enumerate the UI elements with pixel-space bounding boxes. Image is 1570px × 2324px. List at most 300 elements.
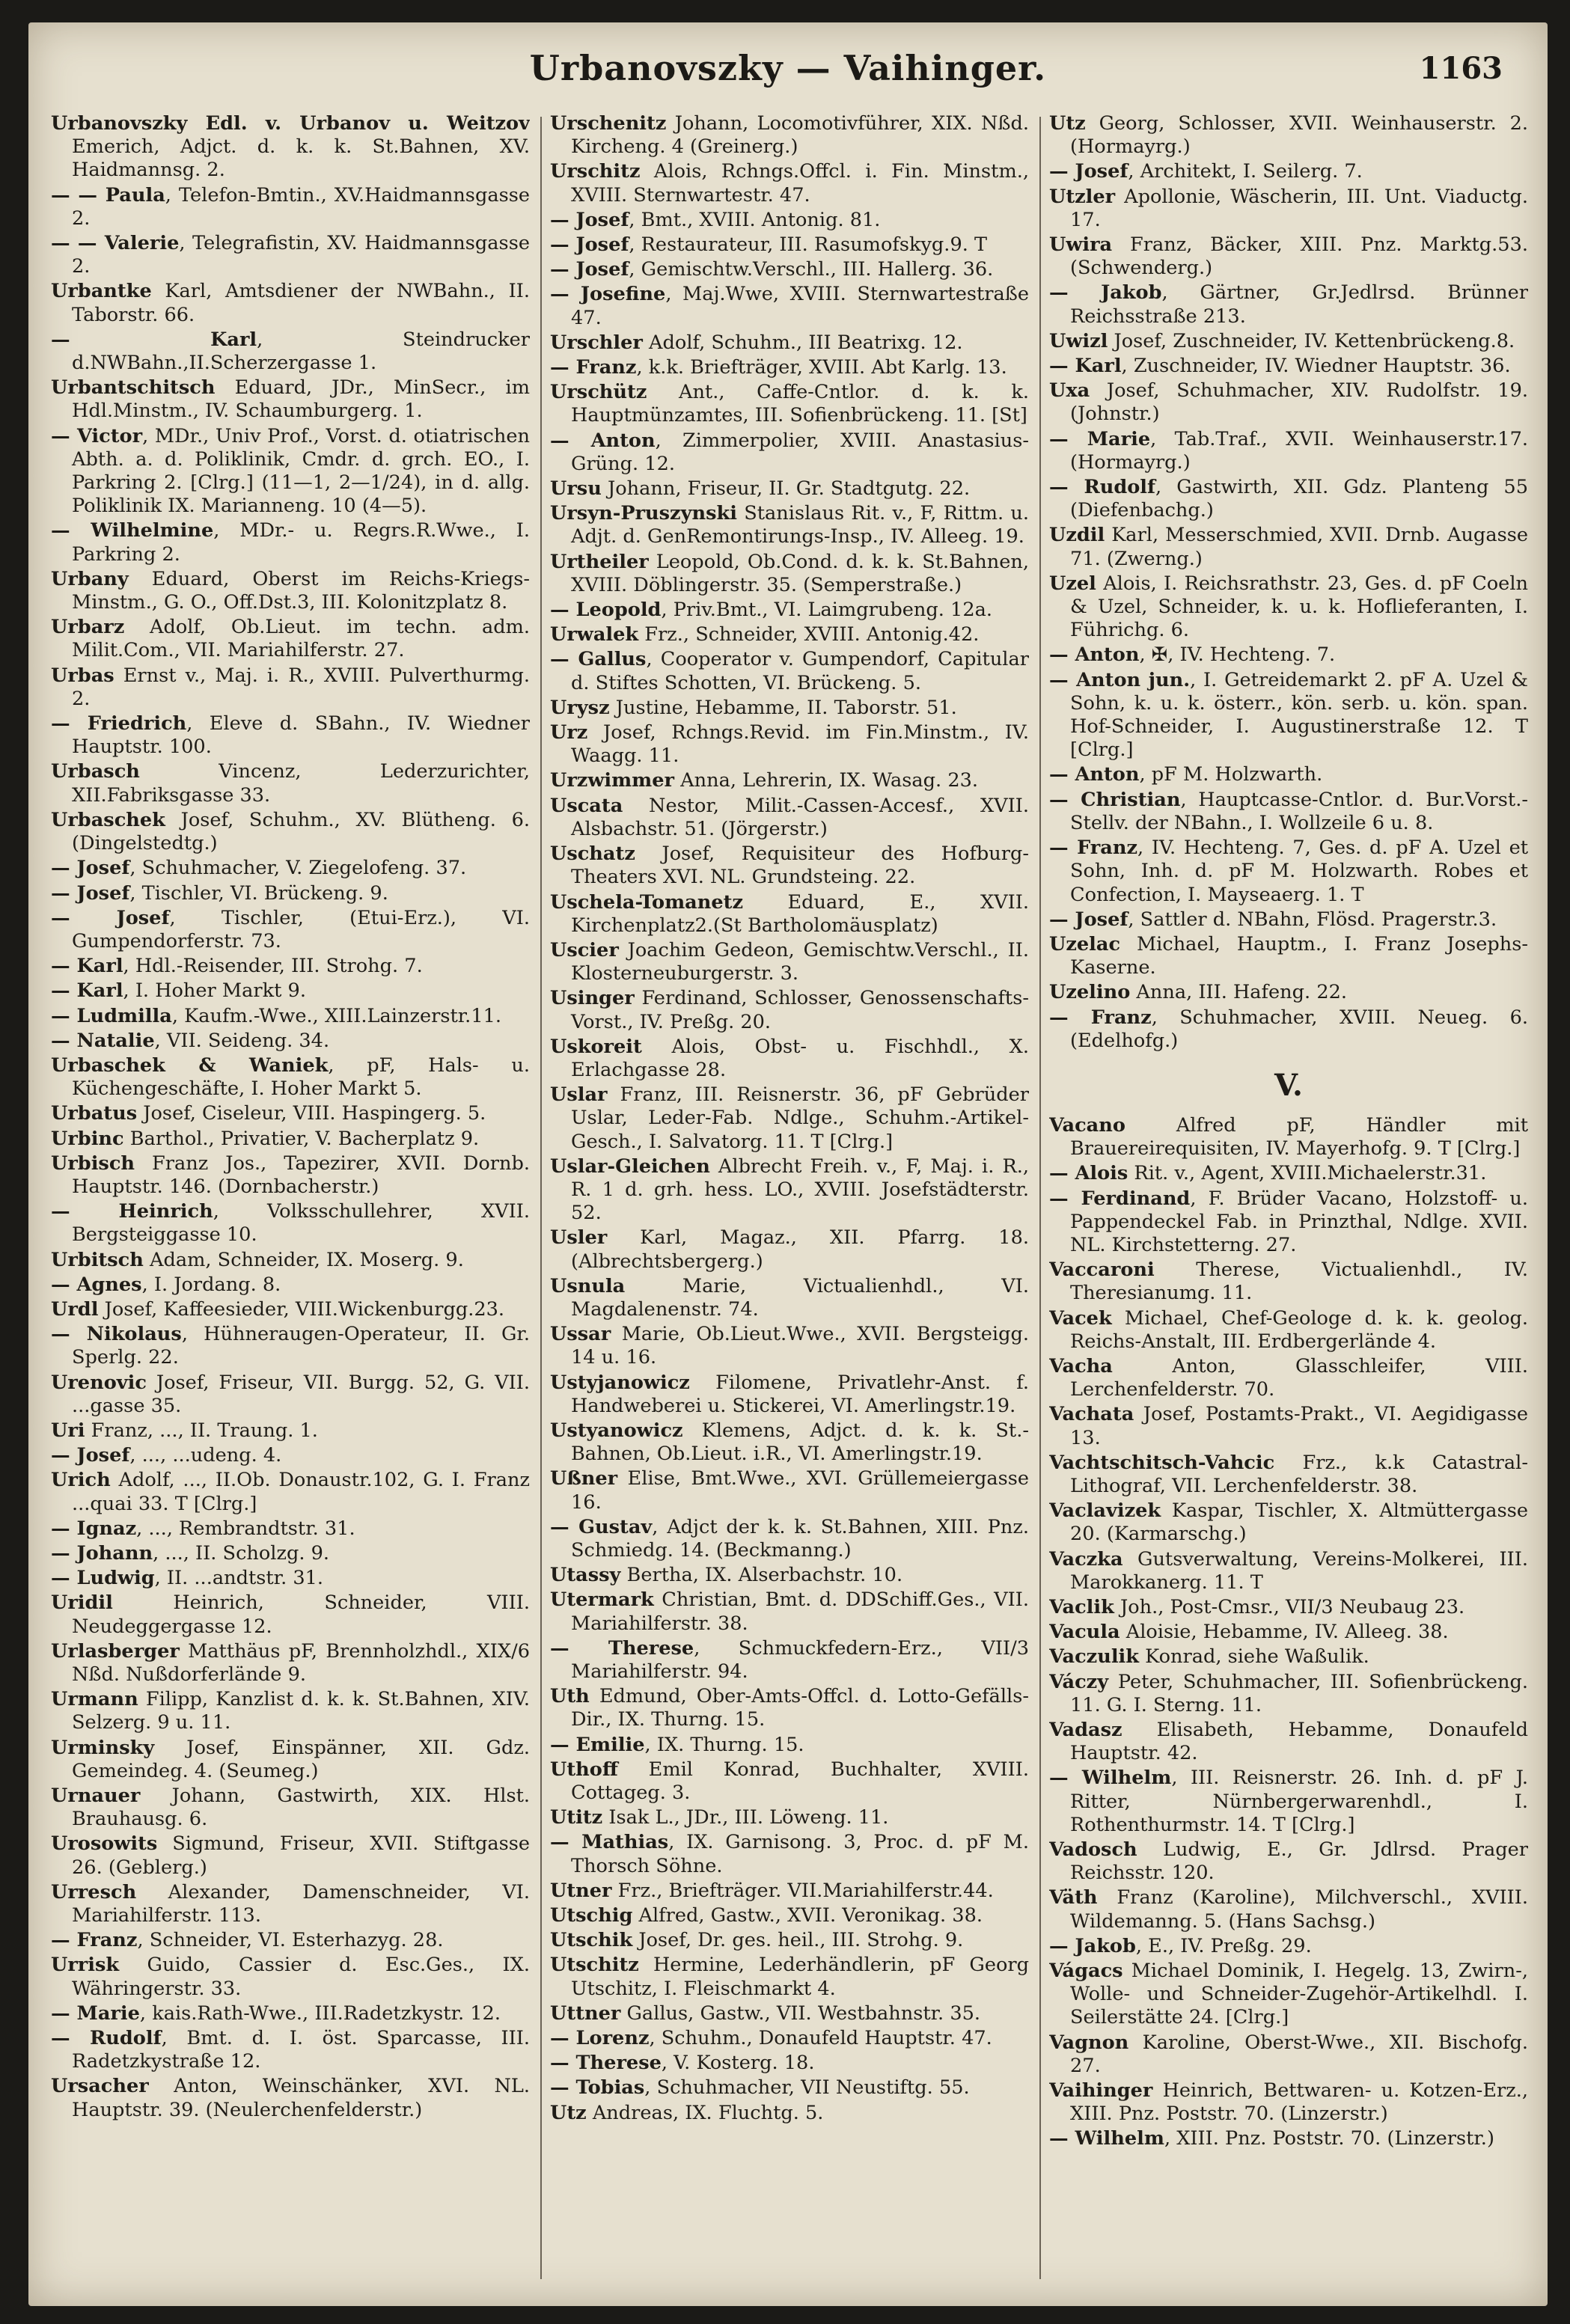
entry-details: , pF M. Holzwarth. (1139, 763, 1323, 786)
directory-entry (550, 1904, 1029, 1927)
entry-surname: — Marie (1049, 427, 1151, 450)
entry-surname: Urrisk (51, 1954, 120, 1977)
directory-entry (51, 1372, 530, 1418)
entry-details: , Schuhmacher, V. Ziegelofeng. 37. (129, 857, 467, 880)
directory-entry (51, 1249, 530, 1272)
entry-surname: Uttner (550, 2002, 621, 2025)
entry-details: Eduard, Oberst im Reichs-Kriegs-Minstm., G. O., Off.Dst.3, III. Kolonitzplatz 8. (72, 567, 530, 614)
entry-details: , Schmuckfedern-Erz., VII/3 Mariahilferstr. 94. (571, 1636, 1029, 1683)
entry-surname: Urnauer (51, 1785, 141, 1808)
entry-surname: Vaclik (1049, 1595, 1114, 1618)
entry-surname: Urbinc (51, 1127, 124, 1150)
directory-entry (550, 331, 1029, 355)
entry-details: , Schuhmacher, VII Neustiftg. 55. (644, 2076, 970, 2100)
column-divider (1039, 117, 1041, 2279)
page-number: 1163 (1419, 51, 1503, 86)
entry-details: Adolf, ..., II.Ob. Donaustr.102, G. I. Franz ...quai 33. T [Clrg.] (72, 1469, 530, 1515)
directory-entry (1049, 669, 1528, 762)
entry-surname: Utz (550, 2101, 587, 2124)
directory-entry (550, 1275, 1029, 1321)
directory-entry (550, 1758, 1029, 1805)
entry-details: Franz, Bäcker, XIII. Pnz. Marktg.53. (Schwenderg.) (1070, 233, 1528, 280)
entry-surname: Vaczka (1049, 1547, 1123, 1571)
directory-entry (51, 328, 530, 375)
entry-details: , Bmt., XVIII. Antonig. 81. (629, 208, 881, 231)
directory-entry (550, 1880, 1029, 1903)
directory-entry (1049, 233, 1528, 280)
directory-entry (550, 2052, 1029, 2075)
entry-surname: Uzelac (1049, 932, 1121, 955)
directory-entry (550, 1467, 1029, 1514)
entry-details: Marie, Victualienhdl., VI. Magdalenenstr. 74. (571, 1274, 1029, 1321)
entry-details: Josef, Rchngs.Revid. im Fin.Minstm., IV. Waagg. 11. (571, 721, 1029, 768)
directory-entry (1049, 355, 1528, 378)
directory-entry (51, 1832, 530, 1879)
entry-surname: Utschig (550, 1904, 633, 1927)
entry-surname: Urtheiler (550, 550, 649, 573)
entry-surname: — Therese (550, 1636, 694, 1660)
entry-surname: — Wilhelm (1049, 2127, 1164, 2150)
entry-details: , Schuhmacher, XVIII. Neueg. 6. (Edelhofg.) (1070, 1006, 1528, 1052)
entry-details: , F. Brüder Vacano, Holzstoff- u. Pappendeckel Fab. in Prinzthal, Ndlge. XVII. NL. Kirchstetterng. 27. (1070, 1187, 1528, 1256)
entry-details: Rit. v., Agent, XVIII.Michaelerstr.31. (1128, 1162, 1487, 1185)
entry-surname: — Karl (1049, 355, 1122, 378)
entry-surname: Urschitz (550, 160, 641, 183)
entry-details: Frz., Schneider, XVIII. Antonig.42. (638, 623, 980, 646)
directory-entry (550, 939, 1029, 985)
entry-details: Ludwig, E., Gr. Jdlrsd. Prager Reichsstr. 120. (1070, 1838, 1528, 1885)
entry-details: Joachim Gedeon, Gemischtw.Verschl., II. Klosterneuburgerstr. 3. (571, 938, 1029, 985)
directory-page (28, 22, 1548, 2306)
entry-surname: Utassy (550, 1564, 621, 1587)
entry-surname: Uscata (550, 794, 623, 817)
directory-entry (1049, 1767, 1528, 1837)
entry-details: Peter, Schuhmacher, III. Sofienbrückeng. 11. G. I. Sterng. 11. (1070, 1670, 1528, 1716)
entry-surname: Urzwimmer (550, 769, 675, 792)
entry-details: Emil Konrad, Buchhalter, XVIII. Cottageg. 3. (571, 1758, 1029, 1805)
entry-details: Alois, Obst- u. Fischhdl., X. Erlachgasse 28. (571, 1035, 1029, 1081)
directory-entry (1049, 981, 1528, 1004)
entry-details: , V. Kosterg. 18. (661, 2052, 815, 2075)
entry-details: Filomene, Privatlehr-Anst. f. Handweberei u. Stickerei, VI. Amerlingstr.19. (571, 1371, 1029, 1417)
directory-entry (1049, 933, 1528, 979)
entry-surname: Uslar-Gleichen (550, 1155, 710, 1178)
entry-surname: Urz (550, 721, 588, 744)
entry-details: Konrad, siehe Waßulik. (1139, 1645, 1369, 1669)
directory-entry (1049, 2079, 1528, 2126)
entry-surname: Vacha (1049, 1354, 1113, 1377)
entry-surname: — Wilhelm (1049, 1767, 1172, 1790)
entry-details: , Zuschneider, IV. Wiedner Hauptstr. 36. (1121, 355, 1511, 378)
directory-entry (51, 425, 530, 519)
entry-details: Johann, Friseur, II. Gr. Stadtgutg. 22. (601, 477, 971, 501)
directory-entry (51, 616, 530, 662)
entry-surname: Utschitz (550, 1954, 639, 1977)
directory-entry (1049, 2127, 1528, 2150)
entry-details: Albrecht Freih. v., F, Maj. i. R., R. 1 d. grh. hess. LO., XVIII. Josefstädterstr. 52. (571, 1155, 1029, 1225)
entry-details: Frz., Briefträger. VII.Mariahilferstr.44. (611, 1879, 994, 1902)
entry-details: , ..., Rembrandtstr. 31. (136, 1517, 355, 1540)
directory-entry (550, 795, 1029, 841)
entry-surname: Urlasberger (51, 1639, 180, 1663)
entry-surname: — Rudolf (1049, 476, 1156, 499)
directory-entry (51, 1273, 530, 1297)
entry-surname: Vacano (1049, 1113, 1125, 1137)
entry-details: Stanislaus Rit. v., F, Rittm. u. Adjt. d. GenRemontirungs-Insp., IV. Alleeg. 19. (571, 502, 1029, 548)
entry-surname: Uthoff (550, 1758, 618, 1781)
directory-entry (1049, 428, 1528, 474)
entry-details: , II. ...andtstr. 31. (154, 1567, 324, 1590)
entry-surname: Uzdil (1049, 524, 1105, 547)
entry-surname: Utitz (550, 1806, 603, 1829)
entry-surname: Urminsky (51, 1736, 155, 1759)
entry-surname: Uth (550, 1685, 590, 1708)
entry-surname: Uskoreit (550, 1035, 642, 1058)
column-2 (550, 112, 1029, 2290)
directory-entry (550, 1637, 1029, 1684)
entry-details: , k.k. Briefträger, XVIII. Abt Karlg. 13. (636, 356, 1007, 379)
directory-entry (550, 1831, 1029, 1877)
entry-surname: Uslar (550, 1083, 608, 1107)
entry-surname: — Marie (51, 2002, 140, 2025)
entry-details: , Restaurateur, III. Rasumofskyg.9. T (629, 233, 988, 257)
entry-details: , ..., II. Scholzg. 9. (153, 1541, 330, 1565)
entry-surname: — Ferdinand (1049, 1187, 1191, 1210)
directory-entry (51, 955, 530, 978)
entry-surname: Ursacher (51, 2075, 149, 2098)
directory-entry (51, 1200, 530, 1247)
directory-entry (51, 1567, 530, 1590)
entry-surname: Utzler (1049, 185, 1116, 208)
directory-entry (550, 987, 1029, 1033)
entry-details: , Priv.Bmt., VI. Laimgrubeng. 12a. (661, 599, 992, 622)
entry-surname: — Karl (51, 328, 257, 351)
entry-details: , Tab.Traf., XVII. Weinhauserstr.17. (Hormayrg.) (1070, 427, 1528, 474)
page-title: Urbanovszky — Vaihinger. (529, 48, 1047, 88)
directory-entry (51, 112, 530, 183)
directory-entry (51, 1030, 530, 1053)
entry-details: Emerich, Adjct. d. k. k. St.Bahnen, XV. Haidmannsg. 2. (72, 135, 530, 182)
entry-details: Eduard, E., XVII. Kirchenplatz2.(St Bartholomäusplatz) (571, 890, 1029, 937)
entry-details: , Volksschullehrer, XVII. Bergsteiggasse 10. (72, 1200, 530, 1247)
directory-entry (51, 1419, 530, 1443)
entry-details: , E., IV. Preßg. 29. (1135, 1934, 1312, 1957)
entry-details: , XIII. Pnz. Poststr. 70. (Linzerstr.) (1164, 2127, 1494, 2150)
entry-details: Nestor, Milit.-Cassen-Accesf., XVII. Alsbachstr. 51. (Jörgerstr.) (571, 794, 1029, 840)
entry-surname: Urosowits (51, 1832, 158, 1856)
directory-entry (550, 891, 1029, 938)
entry-details: Franz, ..., II. Traung. 1. (85, 1419, 318, 1442)
directory-entry (51, 1542, 530, 1565)
entry-surname: Urschütz (550, 381, 647, 404)
entry-details: Guido, Cassier d. Esc.Ges., IX. Währingerstr. 33. (72, 1954, 530, 2000)
entry-details: , Zimmerpolier, XVIII. Anastasius-Grüng. 12. (571, 429, 1029, 475)
entry-details: Elisabeth, Hebamme, Donaufeld Hauptstr. 42. (1070, 1719, 1528, 1765)
directory-entry (1049, 1838, 1528, 1885)
column-1 (51, 112, 530, 2290)
entry-surname: Utermark (550, 1588, 654, 1612)
entry-details: Josef, Postamts-Prakt., VI. Aegidigasse 13. (1070, 1403, 1528, 1449)
entry-details: Josef, Dr. ges. heil., III. Strohg. 9. (632, 1929, 964, 1952)
entry-details: Alois, Rchngs.Offcl. i. Fin. Minstm., XVIII. Sternwartestr. 47. (571, 160, 1029, 207)
directory-entry (51, 857, 530, 880)
entry-surname: Vaihinger (1049, 2079, 1153, 2103)
entry-details: Joh., Post-Cmsr., VII/3 Neubaug 23. (1114, 1595, 1465, 1618)
directory-entry (1049, 1355, 1528, 1401)
entry-surname: Ursu (550, 477, 602, 501)
entry-details: Kaspar, Tischler, X. Altmüttergasse 20. (Karmarschg.) (1070, 1499, 1528, 1546)
directory-entry (550, 697, 1029, 720)
entry-surname: — Natalie (51, 1029, 155, 1052)
entry-surname: — Josef (550, 208, 629, 231)
entry-details: , Hauptcasse-Cntlor. d. Bur.Vorst.-Stellv. der NBahn., I. Wollzeile 6 u. 8. (1070, 788, 1528, 834)
directory-entry (550, 1419, 1029, 1466)
entry-surname: Ustyanowicz (550, 1419, 683, 1442)
entry-surname: Ursyn-Pruszynski (550, 502, 737, 525)
entry-surname: Urbasch (51, 760, 140, 783)
entry-details: Heinrich, Schneider, VIII. Neudeggergasse 12. (72, 1591, 530, 1638)
directory-entry (51, 2027, 530, 2073)
directory-entry (550, 843, 1029, 889)
entry-details: , IX. Garnisong. 3, Proc. d. pF M. Thorsch Söhne. (571, 1831, 1029, 1877)
entry-details: Therese, Victualienhdl., IV. Theresianumg. 11. (1070, 1259, 1528, 1305)
entry-surname: — Therese (550, 2052, 662, 2075)
entry-surname: Vachata (1049, 1403, 1134, 1426)
entry-details: , Gastwirth, XII. Gdz. Planteng 55 (Diefenbachg.) (1070, 476, 1528, 522)
directory-entry (550, 1323, 1029, 1369)
entry-surname: Uri (51, 1419, 85, 1442)
entry-surname: — Anton (550, 429, 656, 452)
entry-surname: — Franz (550, 356, 637, 379)
directory-entry (51, 280, 530, 326)
entry-surname: Urbatus (51, 1102, 138, 1125)
directory-entry (51, 1881, 530, 1927)
entry-details: , IV. Hechteng. 7, Ges. d. pF A. Uzel et Sohn, Inh. d. pF M. Holzwarth. Robes et Confection, I. Mayseaerg. 1. T (1070, 837, 1528, 906)
entry-details: , Telegrafistin, XV. Haidmannsgasse 2. (72, 232, 530, 278)
entry-surname: Uwizl (1049, 329, 1108, 352)
directory-entry (550, 1929, 1029, 1952)
entry-surname: Utner (550, 1879, 612, 1902)
entry-surname: — Victor (51, 424, 143, 447)
entry-surname: Vagnon (1049, 2031, 1129, 2054)
directory-entry (1049, 643, 1528, 667)
entry-surname: Ußner (550, 1467, 618, 1490)
column-3 (1049, 112, 1528, 2290)
directory-entry (1049, 1499, 1528, 1546)
entry-surname: — Ludwig (51, 1567, 155, 1590)
directory-entry (1049, 281, 1528, 328)
entry-details: , pF, Hals- u. Küchengeschäfte, I. Hoher Markt 5. (72, 1054, 530, 1101)
entry-details: Alexander, Damenschneider, VI. Mariahilferstr. 113. (72, 1880, 530, 1927)
directory-entry (51, 1444, 530, 1467)
directory-entry (51, 184, 530, 230)
directory-entry (51, 1785, 530, 1831)
entry-surname: — Karl (51, 979, 123, 1003)
entry-details: , kais.Rath-Wwe., III.Radetzkystr. 12. (139, 2002, 501, 2025)
directory-entry (51, 1005, 530, 1028)
directory-entry (550, 356, 1029, 379)
entry-surname: — Leopold (550, 599, 662, 622)
directory-entry (550, 258, 1029, 281)
entry-details: Josef, Friseur, VII. Burgg. 52, G. VII. ...gasse 35. (72, 1371, 530, 1417)
entry-details: , Gemischtw.Verschl., III. Hallerg. 36. (629, 258, 994, 281)
entry-details: Sigmund, Friseur, XVII. Stiftgasse 26. (Geblerg.) (72, 1832, 530, 1879)
entry-surname: Vadosch (1049, 1838, 1137, 1862)
directory-entry (1049, 476, 1528, 522)
entry-details: Heinrich, Bettwaren- u. Kotzen-Erz., XIII. Pnz. Poststr. 70. (Linzerstr.) (1070, 2079, 1528, 2126)
entry-details: Karoline, Oberst-Wwe., XII. Bischofg. 27. (1070, 2031, 1528, 2077)
entry-surname: Uschatz (550, 843, 635, 866)
entry-surname: — Anton (1049, 763, 1140, 786)
entry-surname: Urbarz (51, 616, 125, 639)
directory-entry (550, 2076, 1029, 2100)
entry-surname: — Franz (1049, 837, 1138, 860)
entry-details: Justine, Hebamme, II. Taborstr. 51. (609, 696, 957, 719)
entry-details: , MDr.- u. Regrs.R.Wwe., I. Parkring 2. (72, 519, 530, 566)
entry-details: , Telefon-Bmtin., XV.Haidmannsgasse 2. (72, 183, 530, 230)
entry-details: Franz Jos., Tapezirer, XVII. Dornb. Hauptstr. 146. (Dornbacherstr.) (72, 1152, 530, 1198)
entry-details: , VII. Seideng. 34. (154, 1029, 330, 1052)
entry-surname: Urbanovszky Edl. v. Urbanov u. Weitzov (51, 112, 530, 135)
directory-entry (51, 1929, 530, 1952)
entry-details: Josef, Kaffeesieder, VIII.Wickenburgg.23. (98, 1297, 505, 1321)
directory-entry (1049, 1548, 1528, 1594)
entry-surname: — Emilie (550, 1733, 645, 1756)
directory-entry (550, 1516, 1029, 1562)
directory-entry (1049, 1403, 1528, 1449)
directory-entry (51, 232, 530, 278)
directory-entry (51, 1128, 530, 1151)
entry-details: Ferdinand, Schlosser, Genossenschafts-Vorst., IV. Preßg. 20. (571, 987, 1029, 1033)
entry-surname: — Wilhelmine (51, 519, 214, 542)
entry-details: Georg, Schlosser, XVII. Weinhauserstr. 2. (Hormayrg.) (1070, 112, 1528, 159)
entry-details: , Schneider, VI. Esterhazyg. 28. (137, 1929, 444, 1952)
directory-entry (1049, 1935, 1528, 1958)
entry-surname: Ustyjanowicz (550, 1371, 690, 1394)
directory-entry (51, 1298, 530, 1321)
entry-details: , Maj.Wwe, XVIII. Sternwartestraße 47. (571, 283, 1029, 329)
entry-details: Matthäus pF, Brennholzhdl., XIX/6 Nßd. Nußdorferlände 9. (72, 1639, 530, 1686)
entry-details: Anna, Lehrerin, IX. Wasag. 23. (674, 769, 979, 792)
entry-details: , Hdl.-Reisender, III. Strohg. 7. (123, 955, 423, 978)
directory-entry (51, 519, 530, 566)
directory-entry (550, 283, 1029, 329)
entry-details: Alois, I. Reichsrathstr. 23, Ges. d. pF Coeln & Uzel, Schneider, k. u. k. Hoflieferanten, I. Führichg. 6. (1070, 572, 1528, 642)
entry-surname: — Anton (1049, 643, 1140, 667)
entry-surname: — Josef (51, 906, 170, 929)
entry-details: , Sattler d. NBahn, Flösd. Pragerstr.3. (1128, 908, 1497, 931)
entry-surname: Usler (550, 1226, 608, 1250)
entry-surname: Usnula (550, 1274, 626, 1297)
directory-entry (1049, 1671, 1528, 1717)
directory-entry (51, 1954, 530, 2000)
entry-details: , Steindrucker d.NWBahn.,II.Scherzergasse 1. (72, 328, 530, 375)
entry-details: , Eleve d. SBahn., IV. Wiedner Hauptstr. 100. (72, 712, 530, 759)
entry-surname: Urwalek (550, 623, 639, 646)
directory-entry (1049, 1960, 1528, 2030)
entry-surname: Urresch (51, 1880, 137, 1903)
entry-surname: Uzelino (1049, 981, 1131, 1004)
entry-surname: — Alois (1049, 1162, 1128, 1185)
directory-entry (1049, 1114, 1528, 1161)
entry-surname: — Rudolf (51, 2027, 162, 2050)
entry-surname: — Franz (1049, 1006, 1152, 1029)
entry-surname: — Gustav (550, 1515, 653, 1538)
entry-surname: Uscier (550, 938, 619, 961)
entry-details: , ..., ...udeng. 4. (129, 1444, 282, 1467)
entry-surname: — Nikolaus (51, 1323, 182, 1346)
entry-details: , Architekt, I. Seilerg. 7. (1128, 160, 1363, 183)
directory-entry (51, 1737, 530, 1783)
directory-entry (550, 551, 1029, 597)
entry-details: Michael, Chef-Geologe d. k. k. geolog. Reichs-Anstalt, III. Erdbergerlände 4. (1070, 1306, 1528, 1353)
directory-entry (550, 160, 1029, 207)
directory-entry (51, 2002, 530, 2025)
entry-surname: Urbany (51, 567, 129, 590)
directory-columns (51, 112, 1529, 2290)
entry-details: Karl, Magaz., XII. Pfarrg. 18. (Albrechtsbergerg.) (571, 1226, 1029, 1273)
entry-details: Bertha, IX. Alserbachstr. 10. (620, 1564, 903, 1587)
directory-entry (550, 1372, 1029, 1418)
entry-details: Ernst v., Maj. i. R., XVIII. Pulverthurmg. 2. (72, 664, 530, 710)
entry-surname: Urbantke (51, 280, 152, 303)
entry-surname: Usinger (550, 987, 635, 1010)
directory-entry (51, 979, 530, 1003)
directory-entry (550, 233, 1029, 257)
entry-surname: — Josef (550, 233, 629, 257)
directory-entry (51, 1102, 530, 1125)
directory-entry (51, 568, 530, 614)
entry-surname: — Franz (51, 1929, 138, 1952)
entry-details: Michael Dominik, I. Hegelg. 13, Zwirn-, Wolle- und Schneider-Zugehör-Artikelhdl. I. Seilerstätte 24. [Clrg.] (1070, 1960, 1528, 2029)
directory-entry (1049, 160, 1528, 183)
entry-details: , Hühneraugen-Operateur, II. Gr. Sperlg. 22. (72, 1323, 530, 1369)
directory-entry (550, 112, 1029, 159)
entry-details: Andreas, IX. Fluchtg. 5. (586, 2101, 824, 2124)
entry-surname: Urbaschek & Waniek (51, 1054, 329, 1077)
entry-details: Josef, Ciseleur, VIII. Haspingerg. 5. (137, 1102, 486, 1125)
directory-entry (1049, 1006, 1528, 1053)
entry-details: , Tischler, (Etui-Erz.), VI. Gumpendorferstr. 73. (72, 906, 530, 952)
directory-entry (550, 1036, 1029, 1082)
entry-details: , Cooperator v. Gumpendorf, Capitular d. Stiftes Schotten, VI. Brückeng. 5. (571, 648, 1029, 694)
entry-surname: Väth (1049, 1886, 1098, 1909)
entry-surname: Utschik (550, 1929, 633, 1952)
entry-surname: Uxa (1049, 379, 1090, 403)
entry-surname: Urschenitz (550, 112, 667, 135)
directory-entry (550, 2102, 1029, 2125)
directory-entry (1049, 186, 1528, 232)
entry-surname: — Mathias (550, 1831, 669, 1854)
entry-details: , Adjct der k. k. St.Bahnen, XIII. Pnz. Schmiedg. 14. (Beckmanng.) (571, 1515, 1029, 1562)
entry-surname: Urenovic (51, 1371, 147, 1394)
entry-surname: Urysz (550, 696, 610, 719)
directory-entry (550, 623, 1029, 646)
directory-entry (1049, 1307, 1528, 1354)
entry-surname: Vachtschitsch-Vahcic (1049, 1451, 1275, 1474)
entry-details: Leopold, Ob.Cond. d. k. k. St.Bahnen, XVIII. Döblingerstr. 35. (Semperstraße.) (571, 550, 1029, 596)
entry-surname: Urdl (51, 1297, 99, 1321)
directory-entry (550, 477, 1029, 501)
directory-entry (1049, 837, 1528, 907)
entry-surname: — Agnes (51, 1273, 142, 1296)
entry-details: Edmund, Ober-Amts-Offcl. d. Lotto-Gefälls-Dir., IX. Thurng. 15. (571, 1685, 1029, 1731)
directory-entry (550, 1734, 1029, 1757)
entry-details: Filipp, Kanzlist d. k. k. St.Bahnen, XIV. Selzerg. 9 u. 11. (72, 1688, 530, 1734)
directory-entry (1049, 112, 1528, 159)
entry-details: Johann, Gastwirth, XIX. Hlst. Brauhausg. 6. (72, 1785, 530, 1831)
directory-entry (51, 1591, 530, 1638)
